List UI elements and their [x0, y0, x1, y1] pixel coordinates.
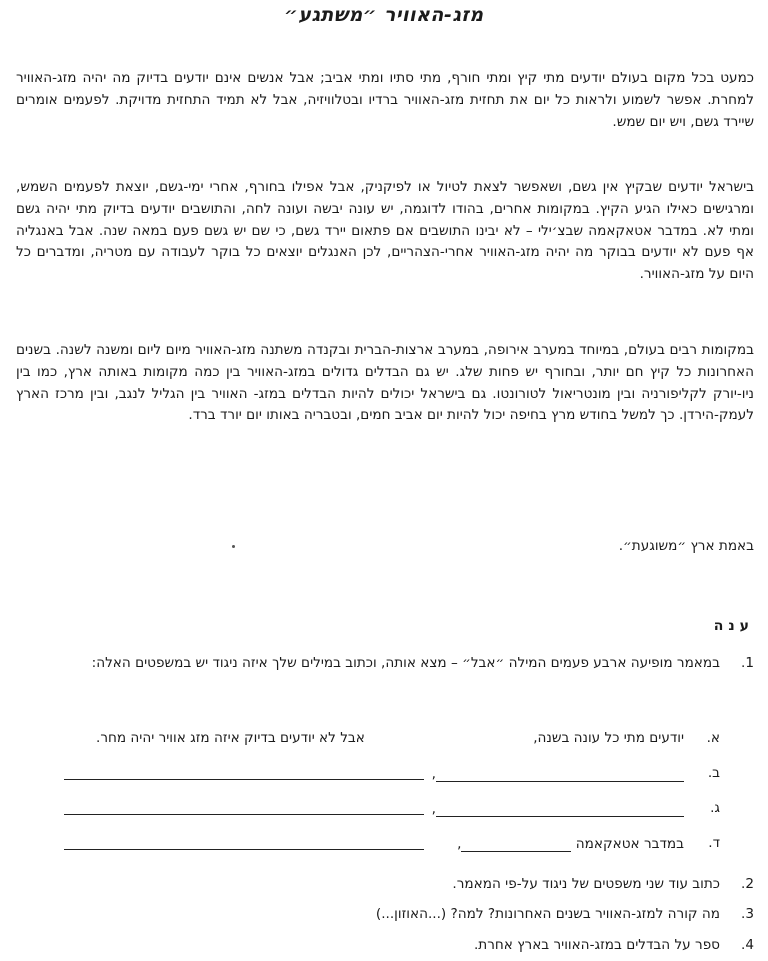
- paragraph-2: בישראל יודעים שבקיץ אין גשם, ושאפשר לצאת לטיול או לפיקניק, אבל אפילו בחורף, אחרי ימי-גשם, יוצאת לפעמים השמש, ומרגישים כאילו הגיע הקיץ. במקומות אחרים, בהודו לדוגמה, יש עונה יבשה ועונה לחה, והתושבים יודעים בדיוק מתי יהיה גשם ומתי לא. במדבר אטאקאמה שבצ׳ילי – לא יבינו התושבים אם פתאום יירד גשם, כי שם יש גשם פעם במאה שנה. אבל באנגליה אף פעם לא יודעים בבוקר מה יהיה מזג-האוויר אחרי-הצהריים, לכן האנגלים יוצאים כל בוקר לעבודה עם מטריה, ומדברים כל היום על מזג-האוויר.: [16, 179, 754, 283]
- question-3-text: מה קורה למזג-האוויר בשנים האחרונות? למה? (...האוזון...): [375, 906, 720, 922]
- row-letter: ב.: [707, 765, 720, 781]
- answer-field-left[interactable]: [64, 849, 424, 850]
- row-letter: א.: [706, 730, 720, 746]
- paragraph-3: במקומות רבים בעולם, במיוחד במערב אירופה, במערב ארצות-הברית ובקנדה משתנה מזג-האוויר מיום ליום ומשנה לשנה. בשנים האחרונות כל קיץ חם יותר, ובחורף יש פחות שלג. יש גם הבדלים גדולים במזג-האוויר בין כמה מקומות באותה ארץ, כמו בין ניו-יורק לקליפורניה ובין מונטריאול לטורונטו. גם בישראל יכולים להיות הבדלים במזג- האוויר בין הגליל לנגב, ובין מרכז הארץ לעמק-הירדן. כך למשל בחודש מרץ בחיפה יכול להיות יום אביב חמים, ובטבריה באותו יום יורד ברד.: [16, 342, 754, 424]
- scan-speck: [232, 545, 235, 548]
- question-4: [14, 934, 754, 956]
- row-left-text: אבל לא יודעים בדיוק איזה מזג אוויר יהיה מחר.: [96, 730, 365, 746]
- answer-field-left[interactable]: [64, 814, 424, 815]
- question-1-text: במאמר מופיעה ארבע פעמים המילה ״אבל״ – מצא אותה, וכתוב במילים שלך איזה ניגוד יש במשפטים האלה:: [91, 655, 720, 671]
- paragraph-1: כמעט בכל מקום בעולם יודעים מתי קיץ ומתי חורף, מתי סתיו ומתי אביב; אבל אנשים אינם יודעים בדיוק מה יהיה מזג-האוויר למחרת. אפשר לשמוע ולראות כל יום את תחזית מזג-האוויר ברדיו ובטלוויזיה, אבל לא תמיד התחזית מדויקת. לפעמים אומרים שיירד גשם, ויש יום שמש.: [16, 70, 754, 130]
- question-2-text: כתוב עוד שני משפטים של ניגוד על-פי המאמר.: [452, 876, 720, 892]
- answer-field-left[interactable]: [64, 779, 424, 780]
- row-right-text: יודעים מתי כל עונה בשנה,: [533, 730, 684, 746]
- question-1: [14, 652, 754, 674]
- answer-row-b: [14, 765, 754, 789]
- answer-field-right[interactable]: ,: [430, 765, 684, 782]
- answer-row-c: [14, 800, 754, 824]
- answer-field-right[interactable]: ,: [430, 800, 684, 817]
- question-1-number: 1.: [741, 655, 754, 671]
- answer-row-d: [14, 835, 754, 859]
- row-letter: ד.: [708, 835, 720, 851]
- document-title: מזג-האוויר ״משתגע״: [284, 4, 484, 26]
- row-right-text: במדבר אטאקאמה: [575, 836, 684, 852]
- question-4-number: 4.: [741, 937, 754, 953]
- question-4-text: ספר על הבדלים במזג-האוויר בארץ אחרת.: [473, 937, 720, 953]
- section-label: ענה: [713, 618, 754, 634]
- row-letter: ג.: [710, 800, 720, 816]
- question-2-number: 2.: [741, 876, 754, 892]
- question-3: [14, 903, 754, 925]
- answer-row-a: [14, 730, 754, 754]
- question-2: [14, 873, 754, 895]
- closing-line: באמת ארץ ״משוגעת״.: [618, 538, 754, 554]
- answer-field-right[interactable]: במדבר אטאקאמה ,: [457, 836, 684, 852]
- question-3-number: 3.: [741, 906, 754, 922]
